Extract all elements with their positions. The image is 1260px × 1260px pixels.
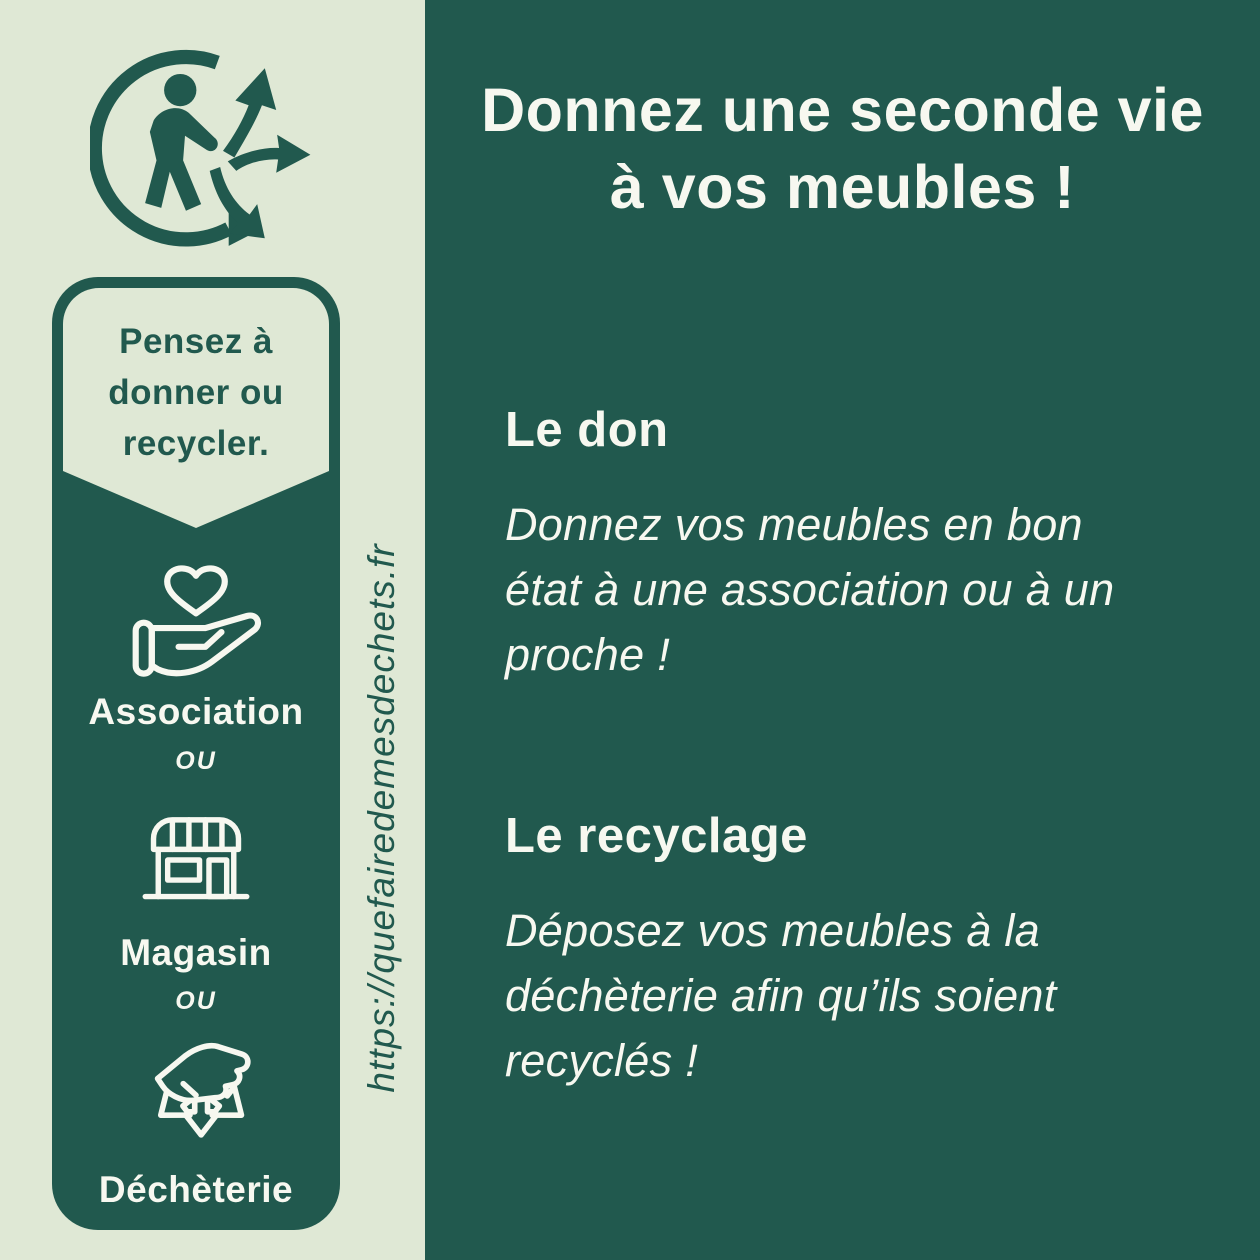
hand-sorting-arrows-icon	[120, 1035, 272, 1163]
separator-ou: OU	[175, 747, 217, 775]
page-title	[425, 72, 1260, 226]
banner-notch	[63, 471, 329, 528]
website-url-vertical	[340, 495, 424, 1141]
website-url-text: https://quefairedemesdechets.fr	[361, 543, 402, 1093]
main-content	[425, 0, 1260, 1260]
body-line: Donnez vos meubles en bon	[505, 499, 1083, 550]
body-line: recyclés !	[505, 1035, 699, 1086]
section-heading-le-don: Le don	[505, 403, 669, 457]
option-label-association: Association	[88, 691, 304, 732]
option-label-magasin: Magasin	[120, 932, 272, 973]
body-line: état à une association ou à un	[505, 564, 1115, 615]
section-body-le-don	[505, 492, 1235, 687]
banner-text-line: donner ou	[108, 373, 284, 412]
page-title-line: à vos meubles !	[609, 153, 1076, 221]
section-heading-le-recyclage: Le recyclage	[505, 809, 808, 863]
body-line: déchèterie afin qu’ils soient	[505, 970, 1057, 1021]
banner-shape	[63, 288, 329, 471]
banner-text-line: Pensez à	[119, 322, 273, 361]
body-line: Déposez vos meubles à la	[505, 905, 1040, 956]
banner-pensez-a-donner	[63, 288, 329, 528]
heart-in-hand-icon	[121, 549, 271, 683]
options-panel	[52, 277, 340, 1230]
separator-ou: OU	[175, 987, 217, 1015]
section-body-le-recyclage	[505, 898, 1235, 1093]
left-column	[0, 0, 425, 1260]
option-label-decheterie: Déchèterie	[98, 1169, 294, 1210]
page-title-line: Donnez une seconde vie	[481, 76, 1204, 144]
storefront-icon	[116, 801, 276, 919]
body-line: proche !	[505, 629, 670, 680]
banner-text-line: recycler.	[122, 424, 270, 463]
triman-recycling-icon	[90, 44, 318, 254]
